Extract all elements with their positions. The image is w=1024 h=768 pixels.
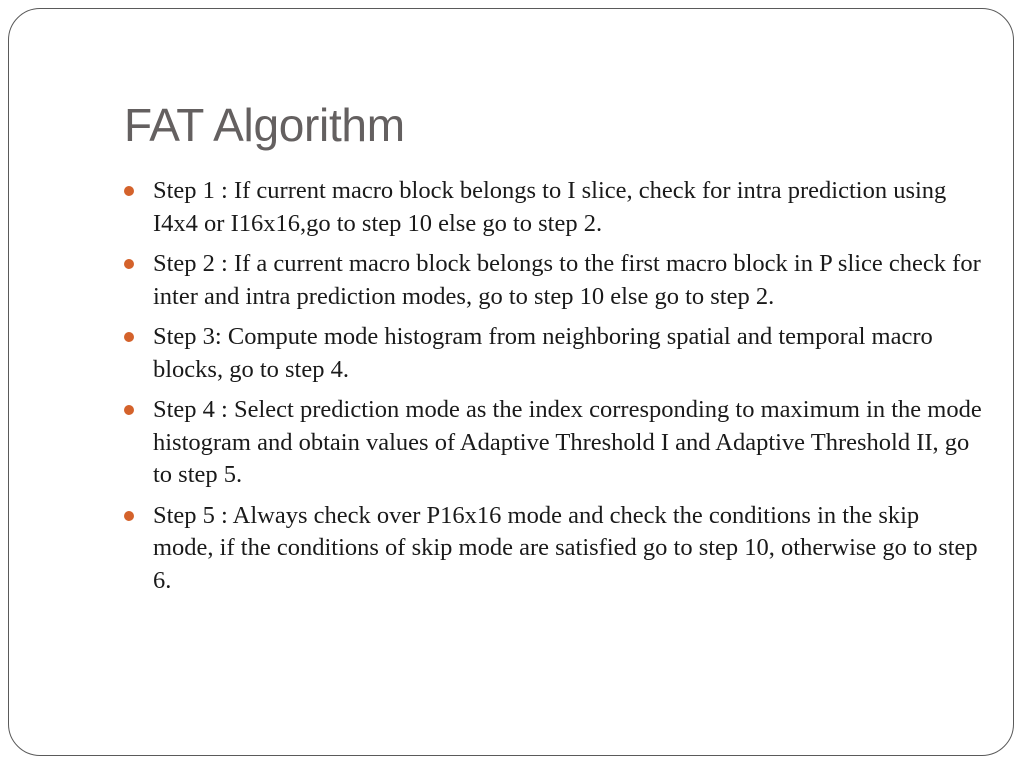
bullet-text: Step 1 : If current macro block belongs to I slice, check for intra prediction using I4x4 or I16x16,go to step 10 else go to step 2. bbox=[153, 177, 947, 237]
bullet-dot-icon bbox=[124, 332, 134, 342]
bullet-list bbox=[122, 175, 982, 605]
bullet-text: Step 4 : Select prediction mode as the index corresponding to maximum in the mode histogram and obtain values of Adaptive Threshold I and Adaptive Threshold II, go to step 5. bbox=[153, 396, 982, 488]
bullet-text: Step 2 : If a current macro block belongs to the first macro block in P slice check for inter and intra prediction modes, go to step 10 else go to step 2. bbox=[153, 250, 981, 310]
bullet-dot-icon bbox=[124, 511, 134, 521]
bullet-item-step-4 bbox=[122, 394, 982, 492]
bullet-item-step-3 bbox=[122, 321, 982, 386]
slide-frame bbox=[8, 8, 1014, 756]
bullet-dot-icon bbox=[124, 259, 134, 269]
bullet-dot-icon bbox=[124, 405, 134, 415]
slide-title: FAT Algorithm bbox=[124, 99, 405, 151]
bullet-item-step-1 bbox=[122, 175, 982, 240]
bullet-item-step-5 bbox=[122, 500, 982, 598]
bullet-text: Step 5 : Always check over P16x16 mode and check the conditions in the skip mode, if the conditions of skip mode are satisfied go to step 10, otherwise go to step 6. bbox=[153, 501, 978, 594]
bullet-dot-icon bbox=[124, 186, 134, 196]
bullet-text: Step 3: Compute mode histogram from neighboring spatial and temporal macro blocks, go to step 4. bbox=[153, 323, 933, 383]
bullet-item-step-2 bbox=[122, 248, 982, 313]
